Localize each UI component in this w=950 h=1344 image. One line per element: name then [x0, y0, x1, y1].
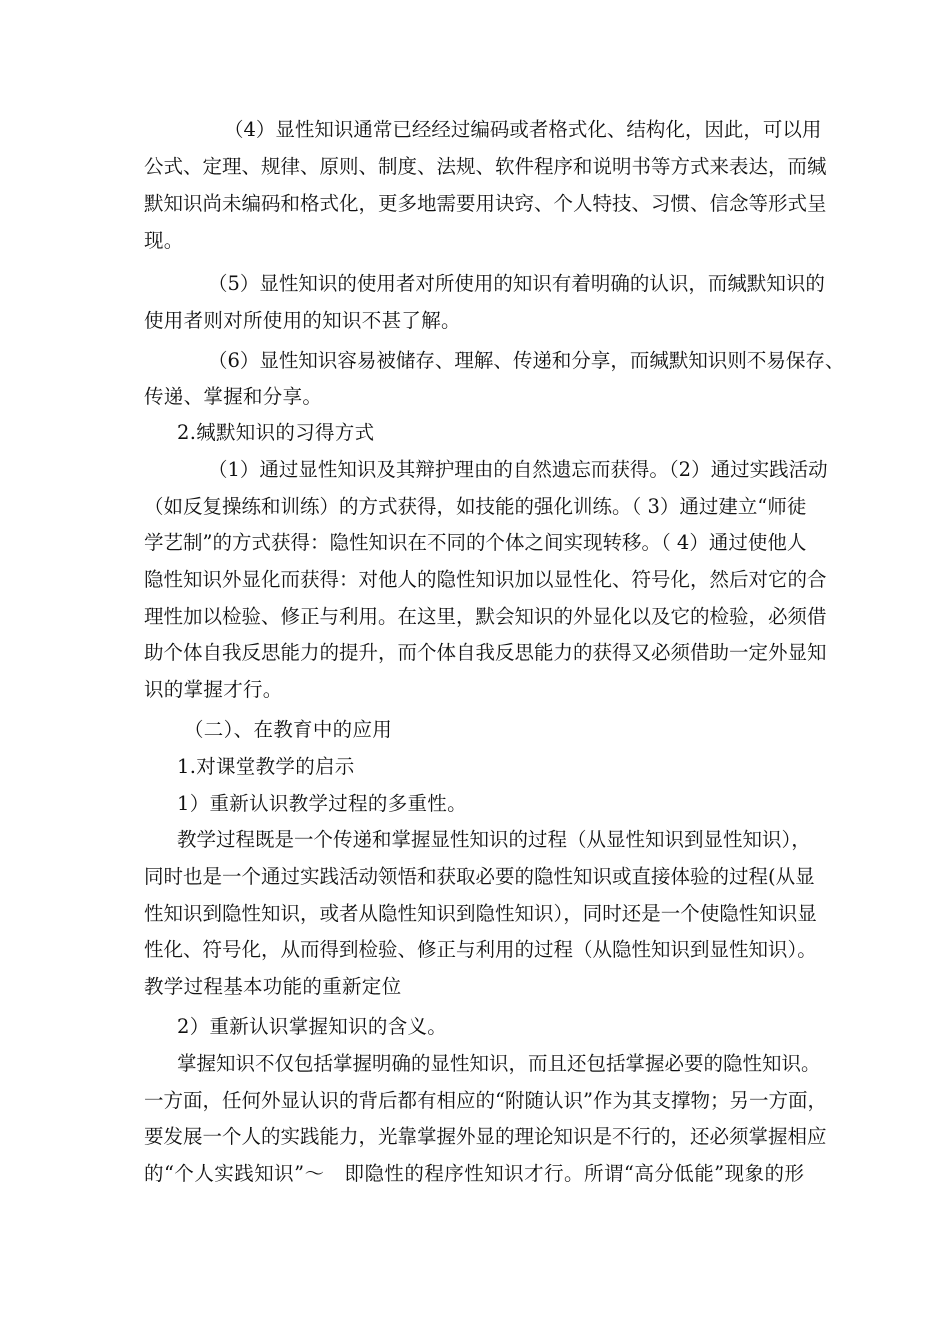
paragraph-4-line-3: 默知识尚未编码和格式化，更多地需要用诀窍、个人特技、习惯、信念等形式呈 [144, 192, 827, 215]
acquisition-line-2: （如反复操练和训练）的方式获得，如技能的强化训练。（ 3）通过建立“师徒 [144, 495, 807, 518]
teaching-line-1: 教学过程既是一个传递和掌握显性知识的过程（从显性知识到显性知识）， [177, 828, 811, 851]
acquisition-line-4: 隐性知识外显化而获得：对他人的隐性知识加以显性化、符号化，然后对它的合 [144, 568, 827, 591]
acquisition-line-6: 助个体自我反思能力的提升，而个体自我反思能力的获得又必须借助一定外显知 [144, 641, 827, 664]
teaching-line-4: 性化、符号化，从而得到检验、修正与利用的过程（从隐性知识到显性知识）。 [144, 938, 817, 961]
acquisition-line-3: 学艺制”的方式获得：隐性知识在不同的个体之间实现转移。（ 4）通过使他人 [144, 531, 807, 554]
acquisition-line-1: （1）通过显性知识及其辩护理由的自然遗忘而获得。（2）通过实践活动 [208, 458, 828, 481]
subheading-teaching-process: 1）重新认识教学过程的多重性。 [177, 792, 467, 815]
mastering-line-1: 掌握知识不仅包括掌握明确的显性知识，而且还包括掌握必要的隐性知识。 [177, 1052, 821, 1075]
paragraph-4-line-4: 现。 [144, 229, 184, 252]
paragraph-4-line-2: 公式、定理、规律、原则、制度、法规、软件程序和说明书等方式来表达，而缄 [144, 155, 827, 178]
subsection-heading-classroom: 1.对课堂教学的启示 [177, 755, 355, 778]
section-title: （二）、在教育中的应用 [184, 718, 393, 741]
paragraph-5-line-2: 使用者则对所使用的知识不甚了解。 [144, 309, 461, 332]
subheading-mastering-knowledge: 2）重新认识掌握知识的含义。 [177, 1015, 448, 1038]
mastering-line-4: 的“个人实践知识”～ 即隐性的程序性知识才行。所谓“高分低能”现象的形 [144, 1162, 804, 1185]
acquisition-line-5: 理性加以检验、修正与利用。在这里，默会知识的外显化以及它的检验，必须借 [144, 605, 827, 628]
section-heading-acquisition: 2.缄默知识的习得方式 [177, 421, 375, 444]
mastering-line-3: 要发展一个人的实践能力，光靠掌握外显的理论知识是不行的，还必须掌握相应 [144, 1125, 827, 1148]
teaching-line-2: 同时也是一个通过实践活动领悟和获取必要的隐性知识或直接体验的过程(从显 [144, 865, 815, 888]
teaching-line-5: 教学过程基本功能的重新定位 [144, 975, 402, 998]
paragraph-4-line-1: （4）显性知识通常已经经过编码或者格式化、结构化，因此，可以用 [224, 118, 822, 141]
paragraph-5-line-1: （5）显性知识的使用者对所使用的知识有着明确的认识，而缄默知识的 [208, 272, 825, 295]
paragraph-6-line-2: 传递、掌握和分享。 [144, 385, 323, 408]
paragraph-6-line-1: （6）显性知识容易被储存、理解、传递和分享，而缄默知识则不易保存、 [208, 349, 845, 372]
mastering-line-2: 一方面，任何外显认识的背后都有相应的“附随认识”作为其支撑物；另一方面， [144, 1089, 827, 1112]
teaching-line-3: 性知识到隐性知识，或者从隐性知识到隐性知识），同时还是一个使隐性知识显 [144, 902, 817, 925]
acquisition-line-7: 识的掌握才行。 [144, 678, 283, 701]
